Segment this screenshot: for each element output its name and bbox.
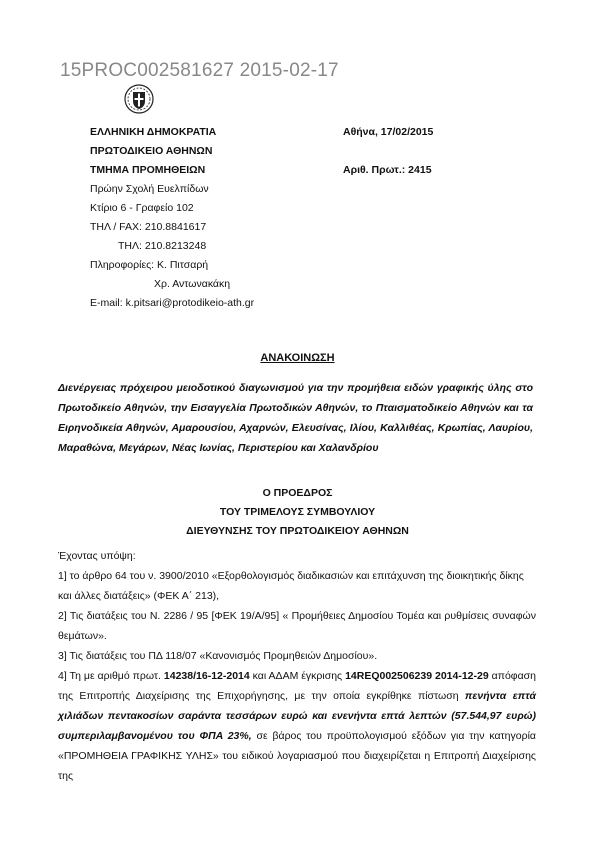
subject-paragraph: Διενέργειας πρόχειρου μειοδοτικού διαγωνισμού για την προμήθεια ειδών γραφικής ύλης στο Πρωτοδικείο Αθηνών, την Εισαγγελία Πρωτοδικών Αθηνών, το Πταισματοδικείο Αθηνών και τα Ειρηνοδικεία Αθηνών, Αμαρουσίου, Αχαρνών, Ελευσίνας, Ιλίου, Καλλιθέας, Κρωπίας, Λαυρίου, Μαραθώνα, Μεγάρων, Νέας Ιωνίας, Περιστερίου και Χαλανδρίου — [58, 382, 533, 454]
president-heading — [0, 484, 595, 541]
item-text: σε βάρος του προϋπολογισμού εξόδων για την κατηγορία «ΠΡΟΜΗΘΕΙΑ ΓΡΑΦΙΚΗΣ ΥΛΗΣ» του ειδικού λογαριασμού που διαχειρίζεται η Επιτροπή Διαχείρισης της — [58, 730, 536, 782]
item-text: απόφαση της Επιτροπής Διαχείρισης της Επιχορήγησης, με την οποία εγκρίθηκε πίστωση — [58, 670, 536, 702]
intro-line: Έχοντας υπόψη: — [58, 550, 136, 562]
header-line: Κτίριο 6 - Γραφείο 102 — [90, 202, 194, 214]
email-line: E-mail: k.pitsari@protodikeio-ath.gr — [90, 297, 255, 309]
document-id: 15PROC002581627 2015-02-17 — [60, 60, 339, 81]
list-item — [58, 666, 536, 786]
list-item: 3] Τις διατάξεις του ΠΔ 118/07 «Κανονισμός Προμηθειών Δημοσίου». — [58, 650, 378, 662]
president-line: ΔΙΕΥΘΥΝΣΗΣ ΤΟΥ ΠΡΩΤΟΔΙΚΕΙΟΥ ΑΘΗΝΩΝ — [186, 525, 409, 537]
header-line: ΕΛΛΗΝΙΚΗ ΔΗΜΟΚΡΑΤΙΑ — [90, 126, 217, 138]
adam-ref: 14REQ002506239 2014-12-29 — [345, 670, 489, 682]
header-line: Πληροφορίες: Κ. Πιτσαρή — [90, 259, 209, 271]
list-item: 2] Τις διατάξεις του Ν. 2286 / 95 [ΦΕΚ 19/Α/95] « Προμήθειες Δημοσίου Τομέα και ρυθμίσεις συναφών θεμάτων». — [58, 610, 536, 642]
greek-coat-of-arms-icon — [124, 84, 154, 114]
header-line: ΤΜΗΜΑ ΠΡΟΜΗΘΕΙΩΝ — [90, 164, 206, 176]
item-text: 4] Τη με αριθμό πρωτ. — [58, 670, 164, 682]
header-line: Χρ. Αντωνακάκη — [154, 278, 231, 290]
president-line: ΤΟΥ ΤΡΙΜΕΛΟΥΣ ΣΥΜΒΟΥΛΙΟΥ — [219, 506, 376, 518]
list-item: 1] το άρθρο 64 του ν. 3900/2010 «Εξορθολογισμός διαδικασιών και επιτάχυνση της διοικητικής δίκης και άλλες διατάξεις» (ΦΕΚ Α΄ 213), — [58, 570, 524, 602]
sender-block — [90, 123, 254, 313]
document-body — [58, 546, 536, 786]
date: Αθήνα, 17/02/2015 — [343, 126, 434, 138]
announcement-title: ΑΝΑΚΟΙΝΩΣΗ — [260, 352, 335, 364]
header-line: ΤΗΛ / FAX: 210.8841617 — [90, 221, 207, 233]
president-line: Ο ΠΡΟΕΔΡΟΣ — [262, 487, 333, 499]
header-line: ΤΗΛ: 210.8213248 — [118, 240, 207, 252]
protocol-ref: 14238/16-12-2014 — [163, 670, 250, 682]
amount-text: πενήντα επτά χιλιάδων πεντακοσίων σαράντα τεσσάρων ευρώ και ενενήντα επτά λεπτών (57.544,97 ευρώ) συμπεριλαμβανομένου του ΦΠΑ 23%, — [58, 690, 536, 742]
date-block — [343, 123, 433, 180]
header-line: ΠΡΩΤΟΔΙΚΕΙΟ ΑΘΗΝΩΝ — [90, 145, 213, 157]
protocol-number: Αριθ. Πρωτ.: 2415 — [343, 164, 432, 176]
item-text: και ΑΔΑΜ έγκρισης — [249, 670, 346, 682]
header-line: Πρώην Σχολή Ευελπίδων — [90, 183, 209, 195]
